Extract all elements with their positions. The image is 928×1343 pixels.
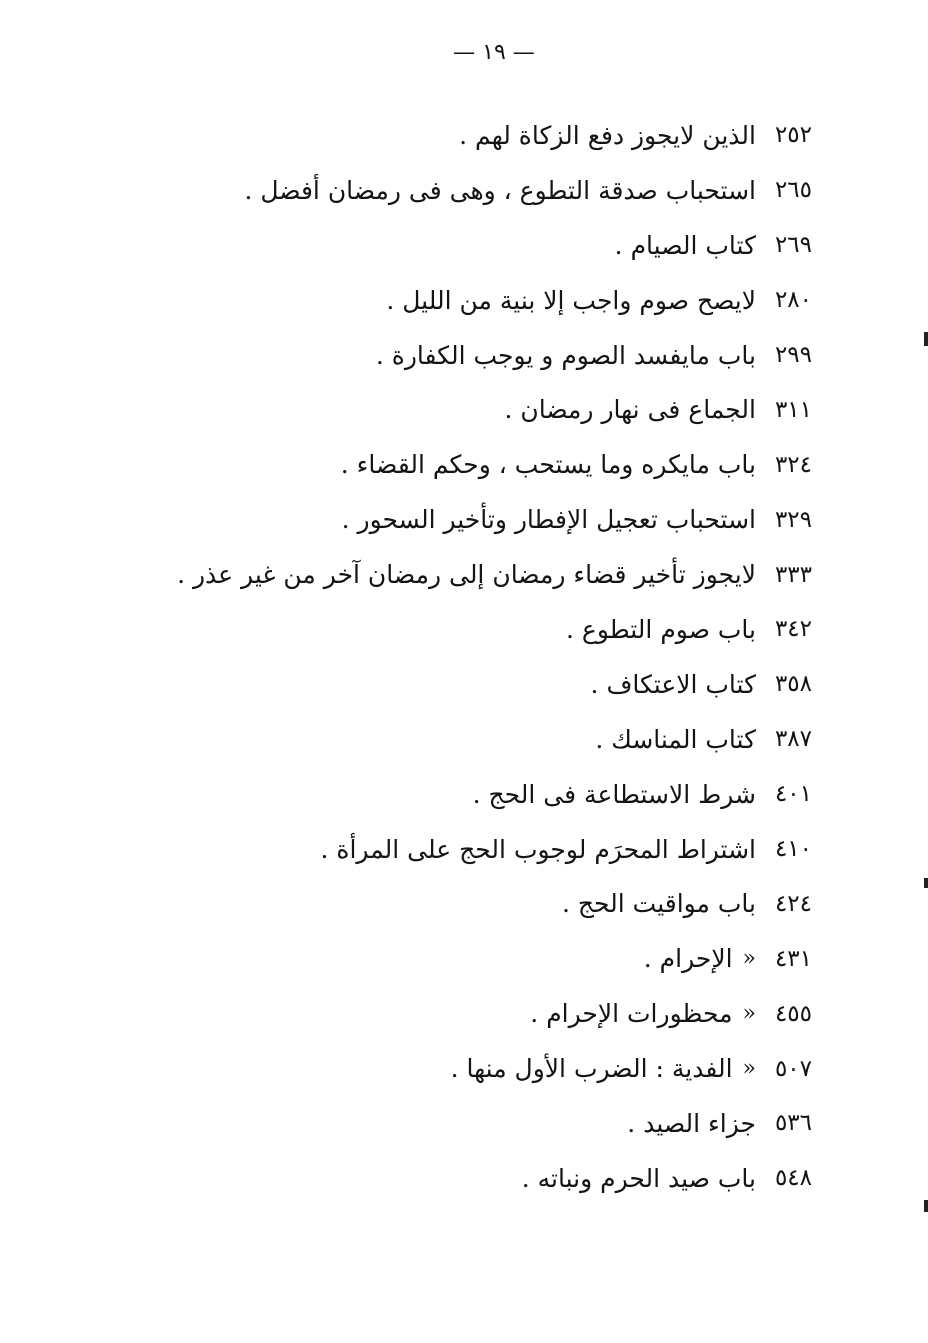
entry-title: باب صوم التطوع .	[566, 614, 756, 644]
entry-page-number: ٣١١	[774, 396, 812, 423]
entry-title: شرط الاستطاعة فى الحج .	[472, 779, 756, 809]
entry-page-number: ٥٣٦	[774, 1110, 812, 1137]
toc-entry	[92, 986, 812, 1041]
entry-page-number: ٢٦٥	[774, 177, 812, 204]
toc-entry	[92, 273, 812, 328]
entry-page-number: ٣٢٩	[774, 506, 812, 533]
entry-page-number: ٤٣١	[774, 945, 812, 972]
entry-title: استحباب تعجيل الإفطار وتأخير السحور .	[341, 505, 756, 535]
entry-title: الفدية : الضرب الأول منها .	[450, 1054, 733, 1084]
entry-title: محظورات الإحرام .	[530, 999, 733, 1029]
entry-title: لايصح صوم واجب إلا بنية من الليل .	[386, 285, 756, 315]
toc-entry	[92, 163, 812, 218]
ditto-mark: «	[742, 1056, 756, 1082]
entry-page-number: ٢٦٩	[774, 232, 812, 259]
entry-page-number: ٣٥٨	[774, 671, 812, 698]
entry-page-number: ٥٠٧	[774, 1055, 812, 1082]
scan-edge-mark	[924, 1200, 928, 1212]
entry-title: جزاء الصيد .	[627, 1108, 756, 1138]
entry-page-number: ٤١٠	[774, 836, 812, 863]
entry-title: اشتراط المحرَم لوجوب الحج على المرأة .	[320, 834, 756, 864]
entry-title: باب صيد الحرم ونباته .	[521, 1163, 756, 1193]
toc-entry	[92, 876, 812, 931]
toc-entry	[92, 602, 812, 657]
entry-page-number: ٤٥٥	[774, 1000, 812, 1027]
entry-page-number: ٥٤٨	[774, 1165, 812, 1192]
toc-entry	[92, 657, 812, 712]
entry-page-number: ٢٥٢	[774, 122, 812, 149]
toc-entry	[92, 931, 812, 986]
toc-entry	[92, 822, 812, 877]
table-of-contents	[92, 108, 812, 1206]
toc-entry	[92, 1096, 812, 1151]
toc-entry	[92, 382, 812, 437]
entry-title: كتاب الصيام .	[614, 230, 756, 260]
toc-entry	[92, 1041, 812, 1096]
toc-entry	[92, 767, 812, 822]
entry-title: الجماع فى نهار رمضان .	[504, 395, 756, 425]
entry-title: الإحرام .	[643, 944, 733, 974]
entry-title: كتاب المناسك .	[595, 724, 756, 754]
entry-title: باب مواقيت الحج .	[561, 889, 756, 919]
ditto-mark: «	[742, 1001, 756, 1027]
toc-entry	[92, 712, 812, 767]
scan-edge-mark	[924, 878, 928, 888]
entry-page-number: ٢٩٩	[774, 342, 812, 368]
entry-title: باب مايفسد الصوم و يوجب الكفارة .	[375, 340, 756, 370]
toc-entry	[92, 218, 812, 273]
toc-entry	[92, 108, 812, 163]
entry-title: كتاب الاعتكاف .	[590, 669, 756, 699]
scan-edge-mark	[924, 332, 928, 346]
entry-page-number: ٣٤٢	[774, 616, 812, 643]
toc-entry	[92, 1151, 812, 1206]
toc-entry	[92, 437, 812, 492]
entry-title: لايجوز تأخير قضاء رمضان إلى رمضان آخر من غير عذر .	[177, 560, 756, 590]
ditto-mark: «	[742, 946, 756, 972]
entry-title: باب مايكره وما يستحب ، وحكم القضاء .	[340, 450, 756, 480]
entry-page-number: ٣٢٤	[774, 451, 812, 478]
entry-title: الذين لايجوز دفع الزكاة لهم .	[459, 120, 756, 150]
toc-entry	[92, 328, 812, 383]
page-number: — ١٩ —	[453, 40, 535, 65]
entry-page-number: ٤٠١	[774, 781, 812, 808]
toc-entry	[92, 492, 812, 547]
entry-title: استحباب صدقة التطوع ، وهى فى رمضان أفضل .	[244, 175, 756, 205]
entry-page-number: ٣٣٣	[774, 561, 812, 588]
entry-page-number: ٣٨٧	[774, 726, 812, 753]
entry-page-number: ٢٨٠	[774, 287, 812, 314]
entry-page-number: ٤٢٤	[774, 890, 812, 917]
toc-entry	[92, 547, 812, 602]
